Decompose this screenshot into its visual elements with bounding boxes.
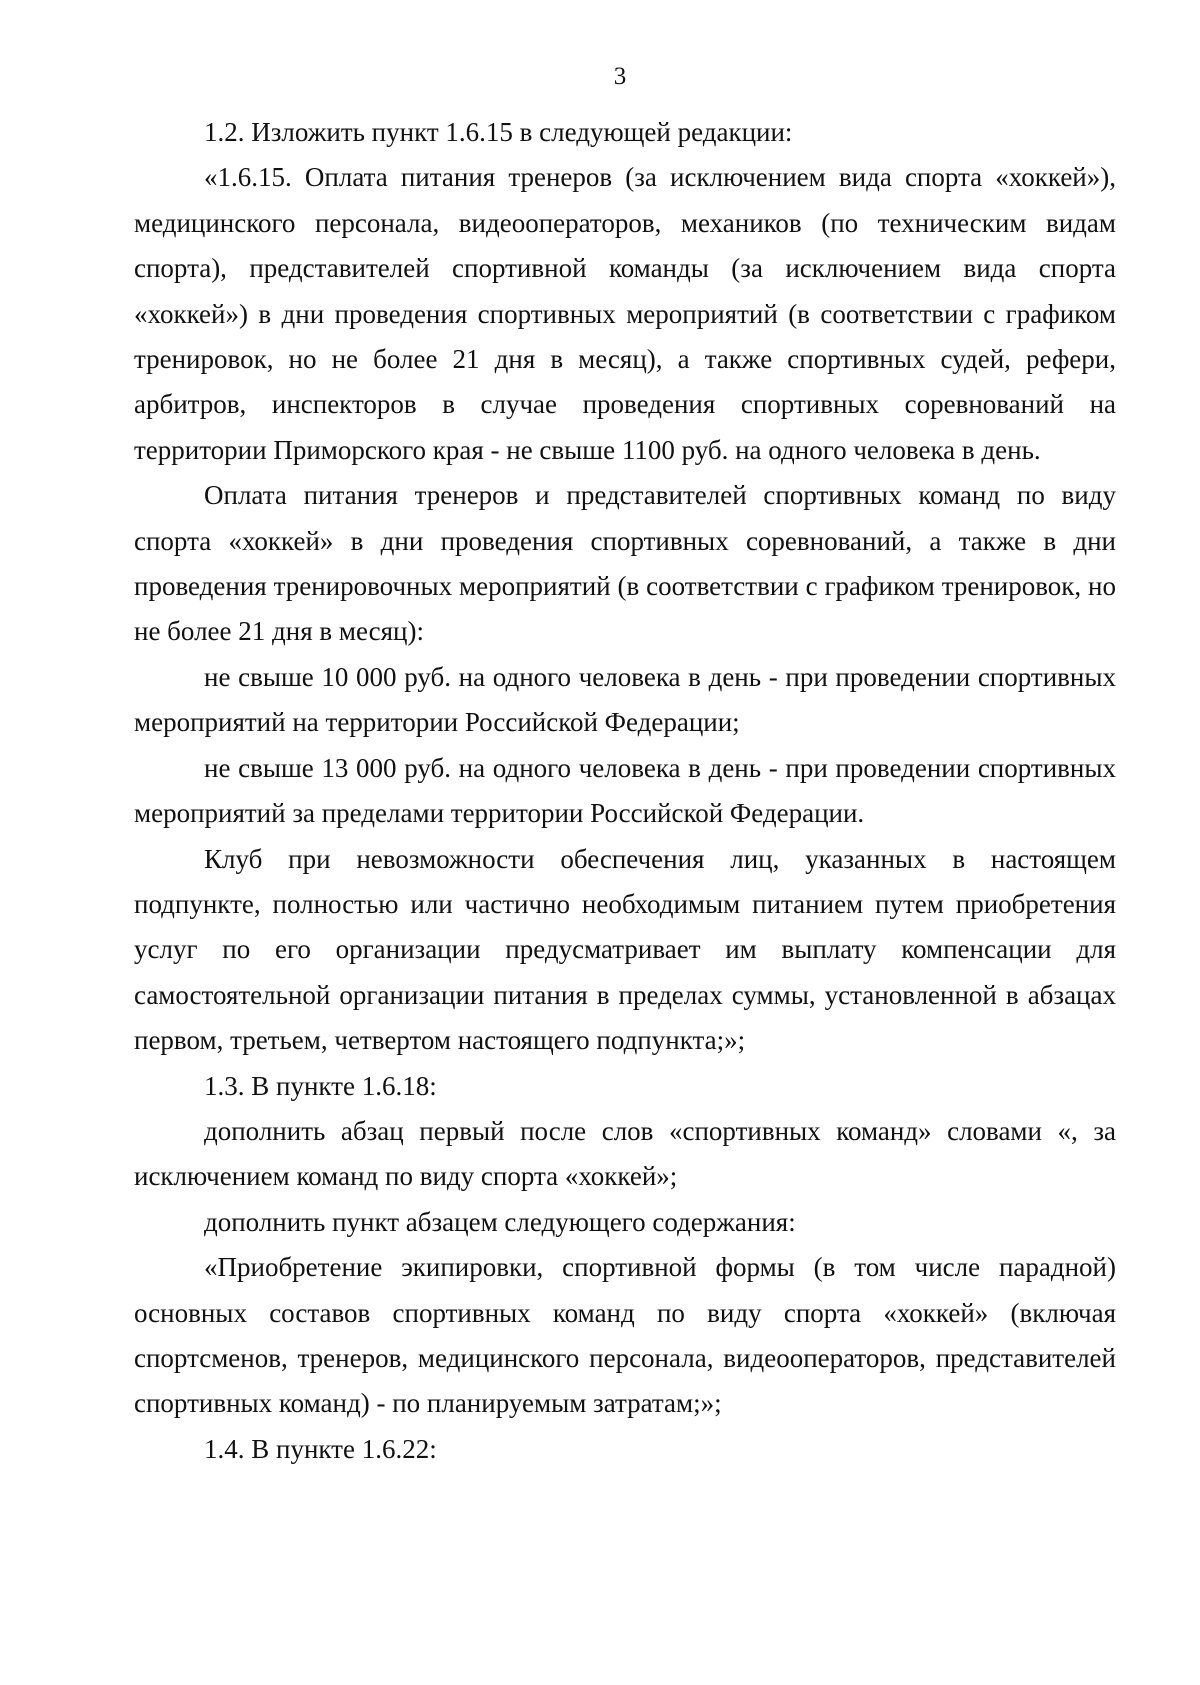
document-body: [134, 110, 1116, 1472]
paragraph-club-compensation: Клуб при невозможности обеспечения лиц, указанных в настоящем подпункте, полностью или частично необходимым питанием путем приобретения услуг по его организации предусматривает им выплату компенсации для самостоятельной организации питания в пределах суммы, установленной в абзацах первом, третьем, четвертом настоящего подпункта;»;: [134, 843, 1116, 1056]
paragraph-item-1-6-15: «1.6.15. Оплата питания тренеров (за исключением вида спорта «хоккей»), медицинского персонала, видеооператоров, механиков (по техническим видам спорта), представителей спортивной команды (за исключением вида спорта «хоккей») в дни проведения спортивных мероприятий (в соответствии с графиком тренировок, но не более 21 дня в месяц), а также спортивных судей, рефери, арбитров, инспекторов в случае проведения спортивных соревнований на территории Приморского края - не свыше 1100 руб. на одного человека в день.: [134, 162, 1116, 465]
paragraph-item-1-4: 1.4. В пункте 1.6.22:: [204, 1433, 437, 1464]
paragraph-item-1-3: 1.3. В пункте 1.6.18:: [204, 1070, 437, 1101]
paragraph-item-1-2: 1.2. Изложить пункт 1.6.15 в следующей редакции:: [204, 117, 793, 147]
paragraph-hockey-meals: Оплата питания тренеров и представителей спортивных команд по виду спорта «хоккей» в дни проведения спортивных соревнований, а также в дни проведения тренировочных мероприятий (в соответствии с графиком тренировок, но не более 21 дня в месяц):: [134, 480, 1116, 647]
paragraph-limit-russia: не свыше 10 000 руб. на одного человека в день - при проведении спортивных мероприятий на территории Российской Федерации;: [134, 661, 1116, 738]
page-number: 3: [613, 63, 627, 90]
paragraph-add-clause: дополнить пункт абзацем следующего содержания:: [204, 1206, 796, 1237]
paragraph-equipment: «Приобретение экипировки, спортивной формы (в том числе парадной) основных составов спортивных команд по виду спорта «хоккей» (включая спортсменов, тренеров, медицинского персонала, видеооператоров, представителей спортивных команд) - по планируемым затратам;»;: [134, 1252, 1116, 1419]
paragraph-limit-abroad: не свыше 13 000 руб. на одного человека в день - при проведении спортивных мероприятий за пределами территории Российской Федерации.: [134, 752, 1116, 829]
paragraph-amend-first: дополнить абзац первый после слов «спортивных команд» словами «, за исключением команд по виду спорта «хоккей»;: [134, 1115, 1116, 1192]
